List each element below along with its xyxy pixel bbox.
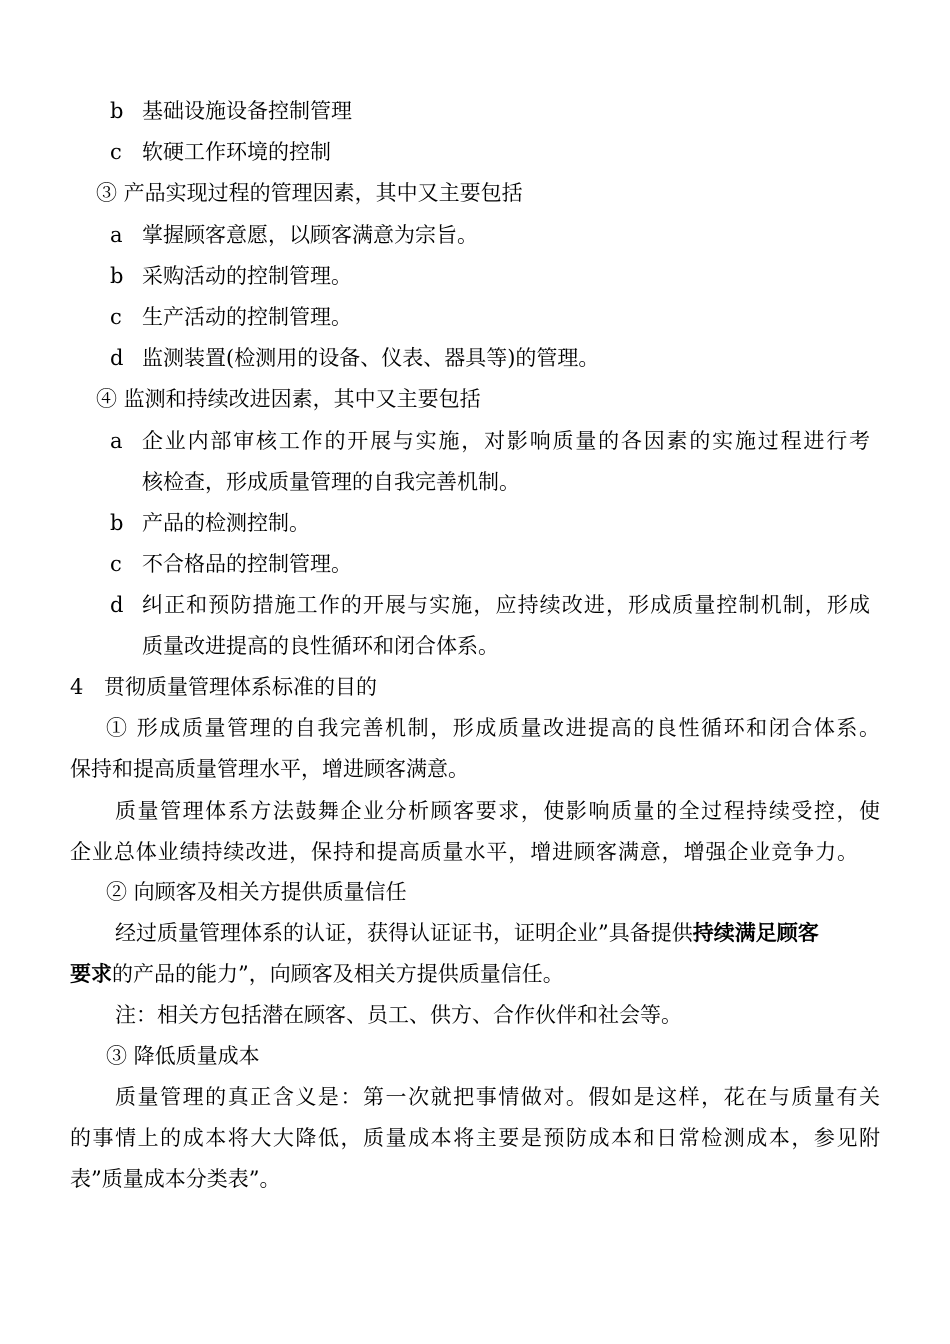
item-heading: ③ 降低质量成本 (106, 1044, 260, 1068)
emphasis-text: 要求 (70, 961, 112, 986)
list-item-text: 基础设施设备控制管理 (142, 99, 352, 123)
paragraph-line (70, 959, 564, 989)
list-item-text: 不合格品的控制管理。 (142, 552, 352, 576)
paragraph-text: 的产品的能力”，向顾客及相关方提供质量信任。 (112, 962, 564, 986)
section-title: 贯彻质量管理体系标准的目的 (104, 675, 377, 699)
item-heading: ④ 监测和持续改进因素，其中又主要包括 (96, 387, 481, 411)
list-marker: b (110, 99, 124, 123)
list-marker: a (110, 223, 123, 247)
list-item-text: 产品的检测控制。 (142, 511, 310, 535)
list-item-text: 采购活动的控制管理。 (142, 264, 352, 288)
list-marker: c (110, 552, 122, 576)
paragraph-line: 企业总体业绩持续改进，保持和提高质量水平，增进顾客满意，增强企业竞争力。 (70, 840, 858, 864)
paragraph-line: 表”质量成本分类表”。 (70, 1167, 281, 1191)
paragraph-line: 的事情上的成本将大大降低，质量成本将主要是预防成本和日常检测成本，参见附 (70, 1126, 880, 1150)
list-item-text: 软硬工作环境的控制 (142, 140, 331, 164)
list-marker: c (110, 140, 122, 164)
list-item-text: 掌握顾客意愿，以顾客满意为宗旨。 (142, 223, 478, 247)
list-item-text: 纠正和预防措施工作的开展与实施，应持续改进，形成质量控制机制，形成 (142, 593, 870, 617)
list-item-text: 企业内部审核工作的开展与实施，对影响质量的各因素的实施过程进行考 (142, 429, 870, 453)
paragraph-line (115, 918, 880, 948)
item-heading: ② 向顾客及相关方提供质量信任 (106, 880, 407, 904)
list-marker: b (110, 511, 124, 535)
list-marker: c (110, 305, 122, 329)
paragraph-line: 保持和提高质量管理水平，增进顾客满意。 (70, 757, 469, 781)
list-item-text: 生产活动的控制管理。 (142, 305, 352, 329)
emphasis-text: 持续满足顾客 (692, 920, 819, 945)
list-marker: d (110, 593, 124, 617)
list-item (110, 590, 870, 620)
list-marker: a (110, 429, 123, 453)
list-marker: d (110, 346, 124, 370)
paragraph-text: 经过质量管理体系的认证，获得认证证书，证明企业”具备提供 (115, 921, 693, 945)
list-item-continuation: 核检查，形成质量管理的自我完善机制。 (142, 470, 520, 494)
section-number: 4 (70, 675, 84, 699)
paragraph-line: 质量管理的真正含义是：第一次就把事情做对。假如是这样，花在与质量有关 (115, 1085, 880, 1109)
list-marker: b (110, 264, 124, 288)
note-text: 注：相关方包括潜在顾客、员工、供方、合作伙伴和社会等。 (115, 1003, 682, 1027)
list-item-continuation: 质量改进提高的良性循环和闭合体系。 (142, 634, 499, 658)
list-item (110, 426, 870, 456)
paragraph-line: ① 形成质量管理的自我完善机制，形成质量改进提高的良性循环和闭合体系。 (106, 716, 880, 740)
paragraph-line: 质量管理体系方法鼓舞企业分析顾客要求，使影响质量的全过程持续受控，使 (115, 799, 880, 823)
item-heading: ③ 产品实现过程的管理因素，其中又主要包括 (96, 181, 523, 205)
list-item-text: 监测装置(检测用的设备、仪表、器具等)的管理。 (142, 346, 600, 370)
